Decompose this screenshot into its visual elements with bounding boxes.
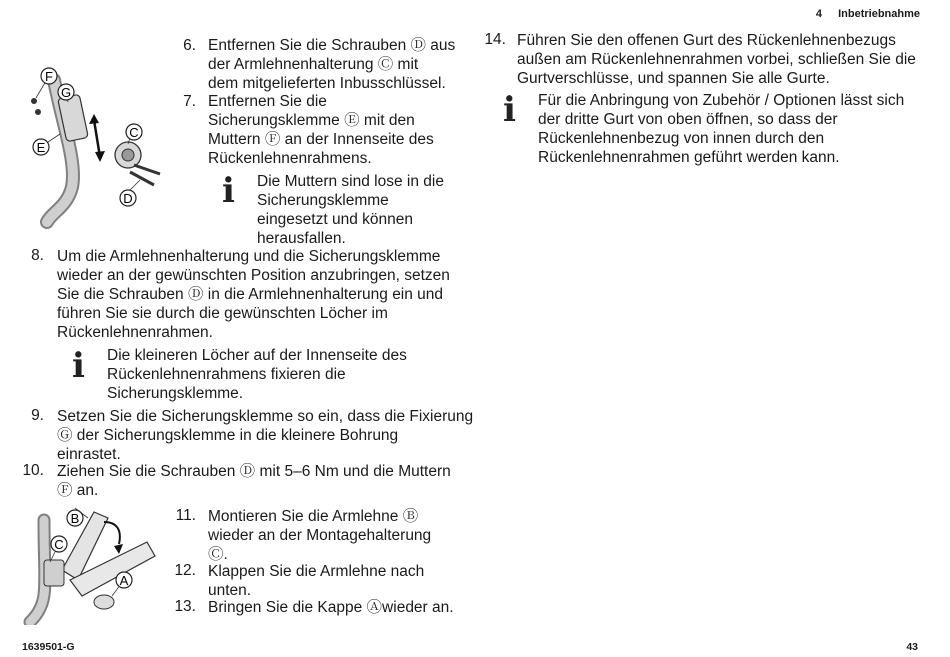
step-text: Ziehen Sie die Schrauben Ⓓ mit 5–6 Nm und die Muttern Ⓕ an. [57,463,451,499]
document-id: 1639501-G [22,641,75,653]
step-text: Montieren Sie die Armlehne Ⓑ wieder an der Montagehalterung Ⓒ. [208,508,432,563]
info-icon: ℹ [222,171,235,211]
callout-a [116,572,132,588]
step-number: 10. [22,462,44,479]
callout-b [67,510,83,526]
step-number: 7. [183,93,196,110]
svg-text:D: D [123,191,133,206]
svg-text:C: C [129,125,139,140]
figure-backrest-bracket [22,62,172,232]
callout-d [120,190,136,206]
step-text: Entfernen Sie die Schrauben Ⓓ aus der Armlehnenhalterung Ⓒ mit dem mitgelieferten Inbusschlüssel. [208,37,456,92]
note-text: Für die Anbringung von Zubehör / Optionen lässt sich der dritte Gurt von oben öffnen, so dass der Rückenlehnenbezug von innen durch den Rückenlehnenrahmen geführt werden kann. [538,92,905,166]
callout-c [51,536,67,552]
step-text: Bringen Sie die Kappe Ⓐwieder an. [208,599,454,616]
svg-text:B: B [70,511,80,526]
svg-text:E: E [36,140,46,155]
step-text: Entfernen Sie die Sicherungsklemme Ⓔ mit den Muttern Ⓕ an der Innenseite des Rückenlehnenrahmens. [208,93,434,167]
note-text: Die kleineren Löcher auf der Innenseite des Rückenlehnenrahmens fixieren die Sicherungsklemme. [107,347,407,402]
note-text: Die Muttern sind lose in die Sicherungsklemme eingesetzt und können herausfallen. [257,173,444,247]
step-number: 8. [31,247,44,264]
step-number: 6. [183,37,196,54]
svg-text:G: G [60,85,72,100]
step-text: Führen Sie den offenen Gurt des Rückenlehnenbezugs außen am Rückenlehnenrahmen vorbei, schließen Sie die Gurtverschlüsse, und spannen Sie alle Gurte. [517,32,916,87]
svg-text:C: C [54,537,64,552]
page-header [816,8,920,20]
step-number: 14. [484,31,506,48]
info-icon: ℹ [72,346,85,386]
callout-g [58,84,74,100]
step-number: 12. [174,562,196,579]
step-number: 9. [31,407,44,424]
info-icon: ℹ [503,90,516,130]
step-text: Setzen Sie die Sicherungsklemme so ein, dass die Fixierung Ⓖ der Sicherungsklemme in die kleinere Bohrung einrastet. [57,408,474,463]
figure-armrest-mount [22,500,172,625]
chapter-number: 4 [815,8,822,20]
step-number: 11. [175,507,196,524]
callout-e [33,139,49,155]
svg-text:F: F [45,69,53,84]
step-text: Klappen Sie die Armlehne nach unten. [208,563,425,599]
callout-c [126,124,142,140]
step-text: Um die Armlehnenhalterung und die Sicherungsklemme wieder an der gewünschten Position anzubringen, setzen Sie die Schrauben Ⓓ in die Armlehnenhalterung ein und führen Sie sie durch die gewünschten Löcher im Rückenlehnenrahmen. [57,248,450,341]
callout-f [41,68,57,84]
svg-text:A: A [119,573,129,588]
step-number: 13. [174,598,196,615]
page-number: 43 [906,641,918,653]
chapter-title: Inbetriebnahme [838,8,920,20]
